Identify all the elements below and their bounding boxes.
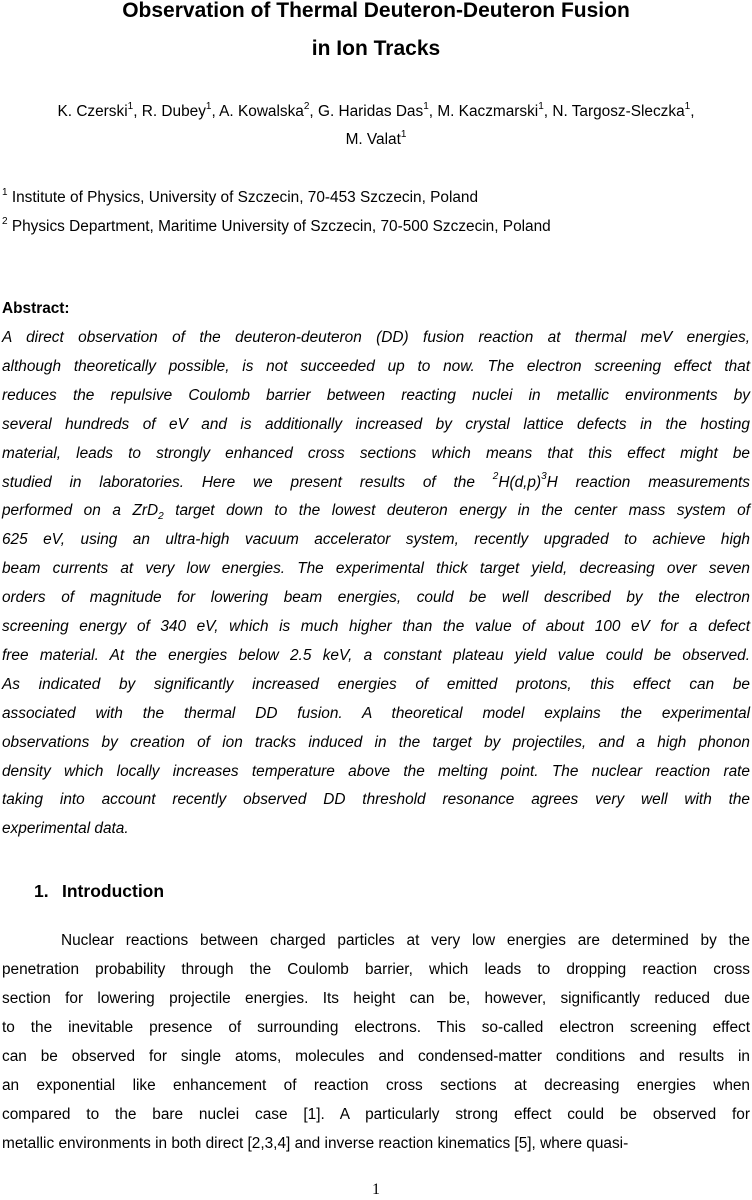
abstract-line: material, leads to strongly enhanced cross sections which means that this effect might be [2,444,750,462]
author-affiliation-mark: 1 [400,128,407,140]
affiliation-number: 1 [2,186,8,198]
author-name: R. Dubey [141,103,206,120]
introduction-line: to the inevitable presence of surrounding electrons. This so-called electron screening effect [2,1019,750,1036]
abstract-line: screening energy of 340 eV, which is much higher than the value of about 100 eV for a defect [2,618,750,635]
author-affiliation-mark: 1 [684,100,691,112]
author-affiliation-mark: 2 [303,100,310,112]
affiliation-1 [2,184,478,212]
author-affiliation-mark: 1 [538,100,544,112]
abstract-line: although theoretically possible, is not succeeded up to now. The electron screening effect that [2,357,750,375]
abstract-line: experimental data. [2,820,129,838]
affiliation-number: 2 [2,215,8,227]
abstract-line: taking into account recently observed DD threshold resonance agrees very well with the [2,791,750,809]
author-name: A. Kowalska [219,103,304,120]
section-title: Introduction [62,881,165,901]
abstract-line: performed on a ZrD$_2$ target down to the lowest deuteron energy in the center mass system of [2,502,750,523]
abstract-line: orders of magnitude for lowering beam energies, could be well described by the electron [2,589,750,607]
section-number: 1. [34,881,49,901]
author-affiliation-mark: 1 [205,100,212,112]
author-name: M. Valat [345,131,401,148]
affiliation-2 [2,213,551,241]
abstract-line: density which locally increases temperature above the melting point. The nuclear reaction rate [2,762,750,780]
affiliation-text: Physics Department, Maritime University of Szczecin, 70-500 Szczecin, Poland [7,218,551,235]
paper-title-line-1: Observation of Thermal Deuteron-Deuteron Fusion [122,0,630,22]
author-name: N. Targosz-Sleczka [552,103,685,120]
author-name: G. Haridas Das [317,103,424,120]
abstract-heading: Abstract: [2,300,70,317]
introduction-line: can be observed for single atoms, molecules and condensed-matter conditions and results in [2,1048,750,1065]
author-affiliation-mark: 1 [423,100,429,112]
introduction-line: section for lowering projectile energies. Its height can be, however, significantly reduced due [2,990,750,1007]
abstract-line: 625 eV, using an ultra-high vacuum accelerator system, recently upgraded to achieve high [2,531,750,549]
abstract-line: beam currents at very low energies. The experimental thick target yield, decreasing over seven [2,560,750,578]
introduction-line: Nuclear reactions between charged particles at very low energies are determined by the [2,932,750,949]
author-name: M. Kaczmarski [437,103,539,120]
introduction-line: an exponential like enhancement of reaction cross sections at decreasing energies when [2,1077,750,1094]
abstract-line: reduces the repulsive Coulomb barrier between reacting nuclei in metallic environments by [2,386,750,404]
page-number: 1 [372,1181,380,1198]
affiliation-text: Institute of Physics, University of Szczecin, 70-453 Szczecin, Poland [7,189,479,206]
abstract-line: several hundreds of eV and is additionally increased by crystal lattice defects in the hosting [2,415,750,433]
abstract-line: free material. At the energies below 2.5 keV, a constant plateau yield value could be observed. [2,646,750,664]
author-list: K. Czerski$^1$, R. Dubey$^1$, A. Kowalska$^2$, G. Haridas Das$^1$, M. Kaczmarski$^1$, N. Targosz-Sleczka$^1$, [57,100,695,120]
section-heading-introduction [34,876,164,906]
paper-title-line-2: in Ion Tracks [311,37,441,60]
introduction-line: penetration probability through the Coulomb barrier, which leads to dropping reaction cross [2,961,750,978]
author-list-continued [0,126,752,154]
abstract-line: associated with the thermal DD fusion. A theoretical model explains the experimental [2,704,750,722]
introduction-line: compared to the bare nuclei case [1]. A particularly strong effect could be observed for [2,1106,750,1123]
abstract-line: A direct observation of the deuteron-deuteron (DD) fusion reaction at thermal meV energies, [2,329,750,346]
abstract-line: observations by creation of ion tracks induced in the target by projectiles, and a high phonon [2,733,750,751]
author-name: K. Czerski [57,103,128,120]
abstract-line: studied in laboratories. Here we present results of the $^2H(d,p)^3H$ reaction measurements [2,471,750,491]
abstract-line: As indicated by significantly increased energies of emitted protons, this effect can be [2,675,750,693]
introduction-line: metallic environments in both direct [2,3,4] and inverse reaction kinematics [5], where quasi- [2,1135,629,1152]
author-affiliation-mark: 1 [127,100,134,112]
